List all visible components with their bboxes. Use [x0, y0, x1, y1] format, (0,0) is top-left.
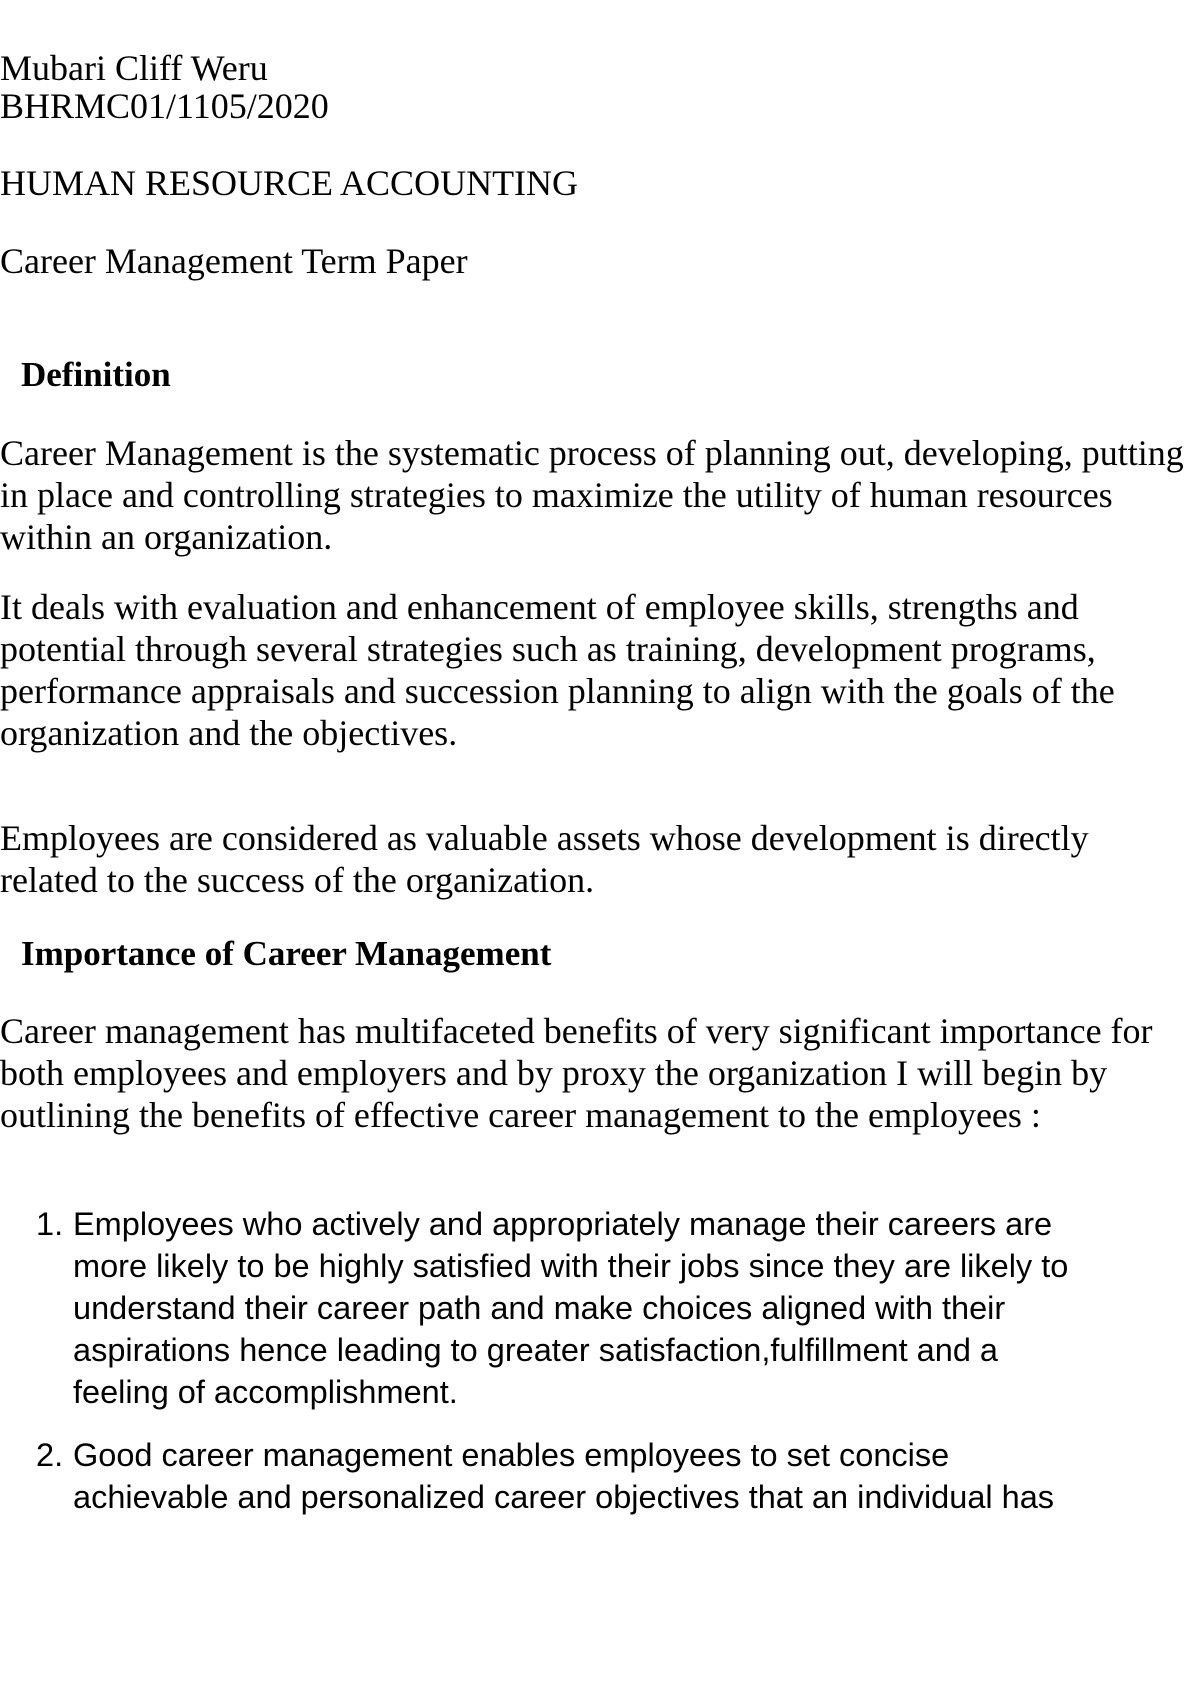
paper-title: Career Management Term Paper — [0, 241, 468, 281]
text-line: more likely to be highly satisfied with their jobs since they are likely to — [73, 1248, 1069, 1284]
list-item-text — [73, 1434, 1200, 1518]
author-name: Mubari Cliff Weru — [0, 48, 268, 88]
text-line: both employees and employers and by proxy the organization I will begin by — [0, 1053, 1108, 1093]
text-line: potential through several strategies such as training, development programs, — [0, 629, 1096, 669]
section-heading-importance: Importance of Career Management — [21, 934, 552, 973]
section-heading-definition: Definition — [21, 355, 171, 394]
text-line: feeling of accomplishment. — [73, 1374, 458, 1410]
text-line: Career management has multifaceted benefits of very significant importance for — [0, 1011, 1153, 1051]
list-item-text — [73, 1203, 1200, 1413]
registration-number: BHRMC01/1105/2020 — [0, 86, 329, 126]
definition-paragraph-2 — [0, 586, 1200, 754]
text-line: It deals with evaluation and enhancement of employee skills, strengths and — [0, 587, 1079, 627]
text-line: performance appraisals and succession planning to align with the goals of the — [0, 671, 1115, 711]
text-line: Employees who actively and appropriately manage their careers are — [73, 1206, 1053, 1242]
importance-intro-paragraph — [0, 1010, 1200, 1136]
text-line: aspirations hence leading to greater satisfaction,fulfillment and a — [73, 1332, 998, 1368]
text-line: Employees are considered as valuable assets whose development is directly — [0, 818, 1089, 858]
definition-paragraph-1 — [0, 432, 1200, 558]
definition-paragraph-3 — [0, 817, 1200, 901]
text-line: understand their career path and make choices aligned with their — [73, 1290, 1006, 1326]
list-item-number: 1. — [36, 1206, 64, 1242]
text-line: achievable and personalized career objectives that an individual has — [73, 1479, 1055, 1515]
text-line: Career Management is the systematic process of planning out, developing, putting — [0, 433, 1184, 473]
text-line: Good career management enables employees to set concise — [73, 1437, 950, 1473]
text-line: within an organization. — [0, 517, 333, 557]
course-title: HUMAN RESOURCE ACCOUNTING — [0, 163, 579, 203]
list-item-number: 2. — [36, 1437, 64, 1473]
text-line: in place and controlling strategies to maximize the utility of human resources — [0, 475, 1113, 515]
text-line: outlining the benefits of effective career management to the employees : — [0, 1095, 1041, 1135]
text-line: organization and the objectives. — [0, 713, 458, 753]
text-line: related to the success of the organization. — [0, 860, 595, 900]
